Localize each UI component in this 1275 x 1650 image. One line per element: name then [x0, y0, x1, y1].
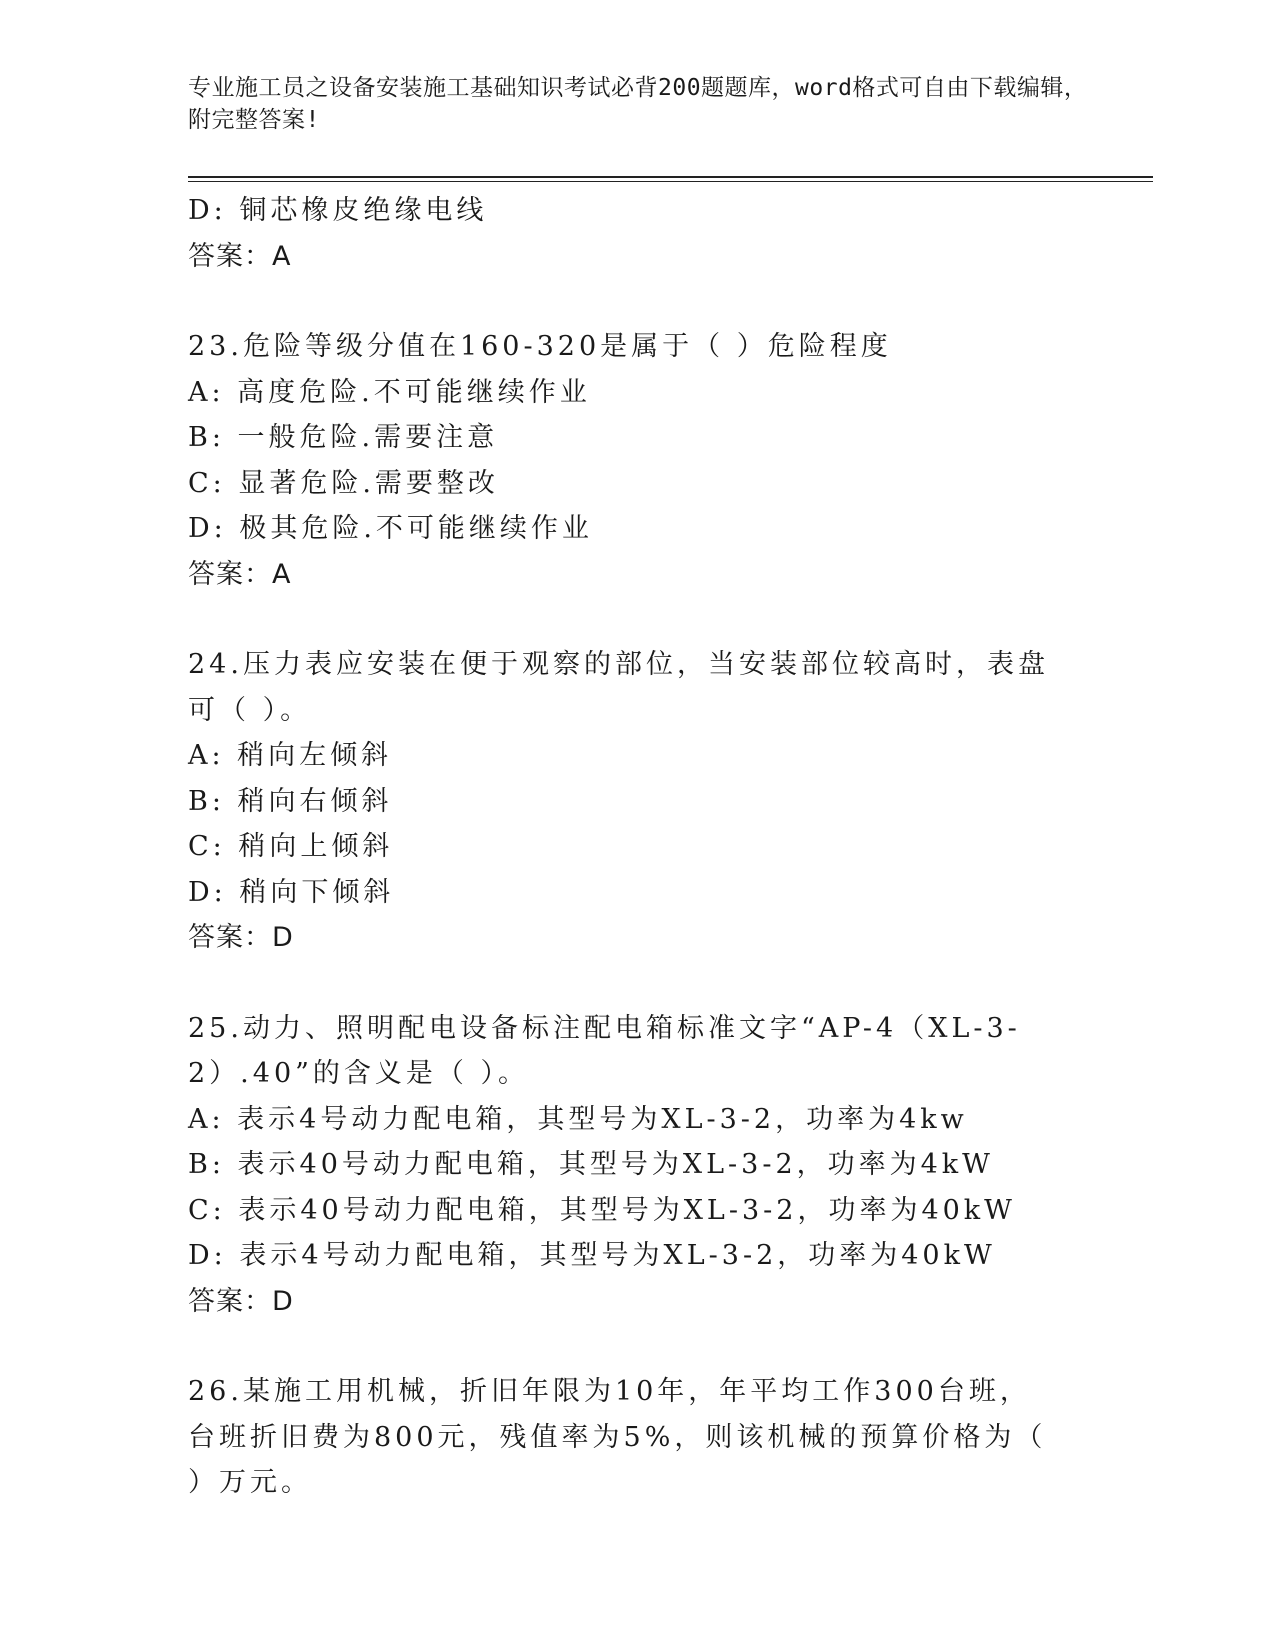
spacer	[188, 279, 1068, 324]
question-block	[188, 324, 1068, 597]
option-c: C: 表示40号动力配电箱，其型号为XL-3-2，功率为40kW	[188, 1194, 1016, 1226]
prev-option-d: D: 铜芯橡皮绝缘电线	[188, 195, 488, 226]
option-d: D: 极其危险.不可能继续作业	[188, 513, 593, 544]
answer: 答案：D	[188, 1285, 294, 1317]
spacer	[188, 1324, 1068, 1369]
option-a: A: 表示4号动力配电箱，其型号为XL-3-2，功率为4kw	[188, 1103, 968, 1135]
option-c: C: 稍向上倾斜	[188, 831, 394, 862]
page-header-title: 专业施工员之设备安装施工基础知识考试必背200题题库，word格式可自由下载编辑，附完整答案!	[188, 75, 1088, 133]
question-block	[188, 1006, 1068, 1325]
question-text: 23.危险等级分值在160-320是属于（ ）危险程度	[188, 331, 892, 362]
question-text: 24.压力表应安装在便于观察的部位，当安装部位较高时，表盘可（ ）。	[188, 649, 1049, 726]
option-b: B: 稍向右倾斜	[188, 785, 393, 817]
spacer	[188, 961, 1068, 1006]
header-divider	[188, 176, 1153, 178]
header-divider-thin	[188, 181, 1153, 182]
option-b: B: 表示40号动力配电箱，其型号为XL-3-2，功率为4kW	[188, 1149, 994, 1180]
option-d: D: 表示4号动力配电箱，其型号为XL-3-2，功率为40kW	[188, 1240, 996, 1271]
question-block	[188, 642, 1068, 961]
answer: 答案：D	[188, 922, 294, 953]
option-a: A: 稍向左倾斜	[188, 740, 393, 771]
question-text: 26.某施工用机械，折旧年限为10年，年平均工作300台班，台班折旧费为800元，残值率为5%，则该机械的预算价格为（ ）万元。	[188, 1376, 1047, 1498]
answer: 答案：A	[188, 558, 292, 590]
question-text: 25.动力、照明配电设备标注配电箱标准文字“AP-4（XL-3-2）.40”的含义是（ ）。	[188, 1012, 1021, 1089]
option-d: D: 稍向下倾斜	[188, 876, 395, 908]
spacer	[188, 597, 1068, 642]
option-a: A: 高度危险.不可能继续作业	[188, 376, 591, 408]
question-content	[188, 188, 1068, 1506]
prev-answer: 答案：A	[188, 240, 292, 272]
option-c: C: 显著危险.需要整改	[188, 467, 499, 499]
option-b: B: 一般危险.需要注意	[188, 422, 499, 453]
question-block	[188, 1369, 1068, 1506]
